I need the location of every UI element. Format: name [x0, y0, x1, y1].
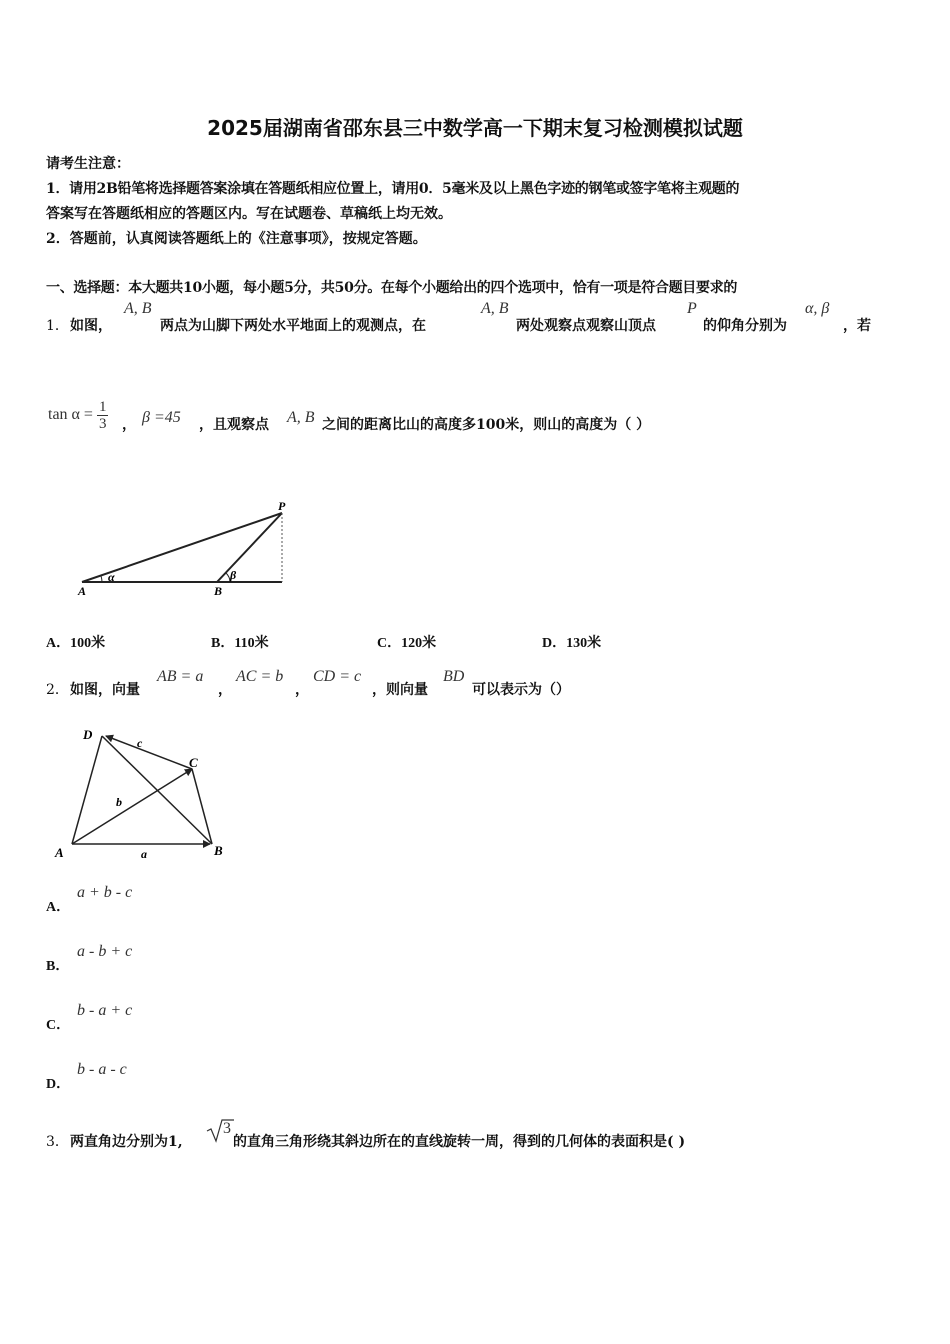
notice-line-1a: 1．请用2B铅笔将选择题答案涂填在答题纸相应位置上，请用0．5毫米及以上黑色字迹的钢笔或签字笔将主观题的 — [46, 181, 740, 197]
q2-option-c-letter: C． — [46, 1018, 71, 1033]
q2-option-b-expr: a - b + c — [77, 943, 133, 960]
q1-math-ab-3: A, B — [287, 409, 315, 426]
q1-fig-label-p: P — [278, 499, 286, 513]
q3-sqrt-argument: 3 — [223, 1120, 231, 1137]
q3-number: 3． — [46, 1134, 69, 1150]
q2-text-3: 可以表示为（） — [472, 682, 570, 698]
q3-text-2: 的直角三角形绕其斜边所在的直线旋转一周，得到的几何体的表面积是( ) — [233, 1134, 686, 1150]
q1-text-2: 两点为山脚下两处水平地面上的观测点，在 — [160, 318, 426, 334]
q1-math-p: P — [687, 300, 697, 317]
q1-text-7: 之间的距离比山的高度多100米，则山的高度为（ ） — [322, 417, 651, 433]
q2-fig-label-a-point: A — [55, 845, 64, 860]
q2-sep-2: ， — [295, 682, 309, 698]
q1-comma: ， — [122, 417, 136, 433]
q2-fig-label-d-point: D — [83, 727, 93, 742]
q1-text-5: ，若 — [843, 318, 871, 334]
q2-option-c-expr: b - a + c — [77, 1002, 133, 1019]
q1-fig-label-beta: β — [230, 568, 237, 582]
q1-math-ab-1: A, B — [124, 300, 152, 317]
notice-line-1b: 答案写在答题纸相应的答题区内。写在试题卷、草稿纸上均无效。 — [46, 206, 452, 222]
q2-figure-vectors — [50, 722, 240, 867]
q1-text-4: 的仰角分别为 — [703, 318, 787, 334]
q2-math-cd: CD = c — [313, 668, 362, 685]
q1-math-angles: α, β — [805, 300, 830, 317]
q2-math-ab: AB = a — [157, 668, 204, 685]
q2-math-bd: BD — [443, 668, 465, 685]
section-heading: 一、选择题：本大题共10小题，每小题5分，共50分。在每个小题给出的四个选项中，恰有一项是符合题目要求的 — [46, 280, 738, 296]
q1-math-beta: β =45 — [142, 409, 181, 426]
q1-math-ab-2: A, B — [481, 300, 509, 317]
q1-figure-mountain — [70, 495, 310, 605]
q2-text-1: 如图，向量 — [70, 682, 140, 698]
q1-fig-label-alpha: α — [108, 570, 115, 584]
q1-fraction-numerator: 1 — [98, 399, 107, 415]
q2-fig-label-c-point: C — [189, 755, 198, 770]
q2-fig-label-vec-c: c — [137, 736, 143, 750]
q2-option-a-expr: a + b - c — [77, 884, 133, 901]
q1-option-b: B．110米 — [211, 636, 269, 651]
q2-number: 2． — [46, 682, 69, 698]
q1-math-tan — [48, 399, 108, 432]
q2-option-d-expr: b - a - c — [77, 1061, 127, 1078]
notice-heading: 请考生注意： — [46, 156, 130, 172]
q1-text-1: 如图， — [70, 318, 112, 334]
q2-fig-label-vec-a: a — [141, 847, 147, 861]
q2-fig-side-cb — [192, 769, 212, 844]
q1-number: 1． — [46, 318, 69, 334]
q2-option-b-letter: B． — [46, 959, 70, 974]
q1-text-6: ，且观察点 — [199, 417, 269, 433]
page-title: 2025届湖南省邵东县三中数学高一下期末复习检测模拟试题 — [207, 116, 743, 140]
q2-fig-label-b-point: B — [214, 843, 223, 858]
notice-line-2: 2．答题前，认真阅读答题纸上的《注意事项》，按规定答题。 — [46, 231, 427, 247]
q2-fig-label-vec-b: b — [116, 795, 122, 809]
q1-option-a: A．100米 — [46, 636, 106, 651]
q1-option-c: C．120米 — [377, 636, 437, 651]
q3-text-1: 两直角边分别为1, — [70, 1134, 183, 1150]
q2-sep-1: ， — [218, 682, 232, 698]
q2-option-d-letter: D． — [46, 1077, 71, 1092]
q1-text-3: 两处观察点观察山顶点 — [516, 318, 656, 334]
q1-fraction-denominator: 3 — [98, 416, 107, 432]
q2-math-ac: AC = b — [236, 668, 284, 685]
q1-option-d: D．130米 — [542, 636, 602, 651]
q1-fraction — [97, 399, 109, 432]
q1-fig-label-a: A — [78, 584, 87, 598]
q1-tan-label: tan α = — [48, 406, 93, 424]
q2-fig-diagonal-bd — [102, 736, 212, 844]
q2-option-a-letter: A． — [46, 900, 71, 915]
q1-fig-label-b: B — [214, 584, 223, 598]
q2-text-2: ，则向量 — [372, 682, 428, 698]
